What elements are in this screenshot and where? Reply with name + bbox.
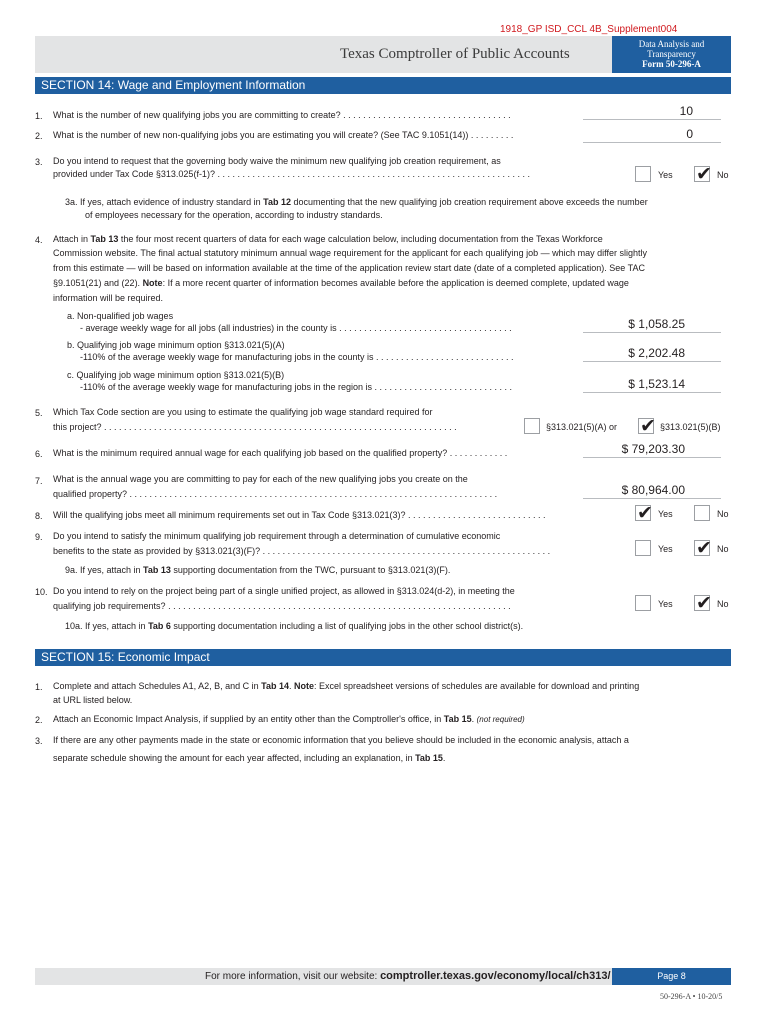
q4b-text: -110% of the average weekly wage for manufacturing jobs in the county is . . . . . . . . . . . . . . . . . . . . . . . . . . . . — [80, 352, 514, 362]
q7-text-line1: What is the annual wage you are committing to pay for each of the new qualifying jobs you create on the — [53, 474, 468, 484]
section-15-title: SECTION 15: Economic Impact — [41, 650, 210, 664]
s15-item2-number: 2. — [35, 715, 43, 725]
q9-number: 9. — [35, 532, 43, 542]
q6-answer-field[interactable]: $ 79,203.30 — [583, 441, 721, 458]
s15-item2-text: Attach an Economic Impact Analysis, if supplied by an entity other than the Comptroller's office, in Tab 15. (not required) — [53, 714, 525, 724]
q8-no-label: No — [717, 509, 729, 519]
q8-no-checkbox[interactable] — [694, 505, 710, 521]
q4-text-line3: from this estimate — will be based on information available at the time of the application review start date (date of a completed application). See TAC — [53, 263, 645, 273]
q3-text-line1: Do you intend to request that the governing body waive the minimum new qualifying job creation requirement, as — [53, 156, 501, 166]
checkmark-icon: ✔ — [696, 164, 712, 185]
q5-option-a-label: §313.021(5)(A) or — [546, 422, 618, 432]
q10-yes-checkbox[interactable] — [635, 595, 651, 611]
header-title: Texas Comptroller of Public Accounts — [340, 46, 570, 62]
q4a-label: a. Non-qualified job wages — [67, 311, 174, 321]
q2-number: 2. — [35, 131, 43, 141]
q9-no-checkbox[interactable] — [694, 538, 712, 559]
q4-text-line5: information will be required. — [53, 293, 164, 303]
q9-yes-label: Yes — [658, 544, 673, 554]
checkmark-icon: ✔ — [640, 416, 656, 437]
q1-number: 1. — [35, 111, 43, 121]
checkmark-icon: ✔ — [696, 593, 712, 614]
q4c-answer-field[interactable]: $ 1,523.14 — [583, 376, 721, 393]
q10a-text: 10a. If yes, attach in Tab 6 supporting documentation including a list of qualifying jobs in the other school district(s). — [65, 621, 524, 631]
q1-text: What is the number of new qualifying jobs you are committing to create? . . . . . . . . . . . . . . . . . . . . . . . . . . . . . . . . . . — [53, 110, 511, 120]
q9a-text: 9a. If yes, attach in Tab 13 supporting documentation from the TWC, pursuant to §313.021(3)(F). — [65, 565, 451, 575]
q5-number: 5. — [35, 408, 43, 418]
q2-text: What is the number of new non-qualifying jobs you are estimating you will create? (See TAC 9.1051(14)) . . . . . . . . . — [53, 130, 514, 140]
q5-text-line2: this project? . . . . . . . . . . . . . . . . . . . . . . . . . . . . . . . . . . . . . . . . . . . . . . . . . . . . . . . . . . . . . . . . . . . . . . . — [53, 422, 457, 432]
s15-item1-number: 1. — [35, 682, 43, 692]
q4-text-line1: Attach in Tab 13 the four most recent quarters of data for each wage calculation below, including documentation from the Texas Workforce — [53, 234, 603, 244]
q3-no-checkbox[interactable] — [694, 164, 712, 185]
s15-item1-line2: at URL listed below. — [53, 695, 133, 705]
q10-no-label: No — [717, 599, 729, 609]
q9-yes-checkbox[interactable] — [635, 540, 651, 556]
q4b-answer-field[interactable]: $ 2,202.48 — [583, 345, 721, 362]
section-14-header — [35, 77, 731, 94]
q5-text-line1: Which Tax Code section are you using to estimate the qualifying job wage standard required for — [53, 407, 433, 417]
q7-answer-field[interactable]: $ 80,964.00 — [583, 482, 721, 499]
footer-url-link[interactable]: comptroller.texas.gov/economy/local/ch313/ — [380, 970, 611, 982]
s15-item1-line1: Complete and attach Schedules A1, A2, B, and C in Tab 14. Note: Excel spreadsheet versions of schedules are available for download and printing — [53, 681, 640, 691]
checkmark-icon: ✔ — [696, 538, 712, 559]
q3-yes-checkbox[interactable] — [635, 166, 651, 182]
q3-yes-label: Yes — [658, 170, 673, 180]
q4b-label: b. Qualifying job wage minimum option §313.021(5)(A) — [67, 340, 285, 350]
s15-item3-line2: separate schedule showing the amount for each year affected, including an explanation, in Tab 15. — [53, 753, 446, 763]
q8-yes-label: Yes — [658, 509, 673, 519]
q9-text-line2: benefits to the state as provided by §313.021(3)(F)? . . . . . . . . . . . . . . . . . . . . . . . . . . . . . . . . . . . . . . . . . . . . . . . . . . . . . . . . . . — [53, 546, 551, 556]
footer-info: For more information, visit our website: comptroller.texas.gov/economy/local/ch313/ — [205, 970, 611, 982]
page-number: Page 8 — [612, 968, 731, 985]
checkmark-icon: ✔ — [637, 503, 653, 524]
q10-yes-label: Yes — [658, 599, 673, 609]
q6-number: 6. — [35, 449, 43, 459]
q10-number: 10. — [35, 587, 48, 597]
q2-answer-field[interactable]: 0 — [583, 126, 721, 143]
q8-text: Will the qualifying jobs meet all minimum requirements set out in Tax Code §313.021(3)? . . . . . . . . . . . . . . . . . . . . . . . . . . . . — [53, 510, 546, 520]
header-form-box — [612, 36, 731, 73]
q5-option-b-checkbox[interactable] — [638, 416, 656, 437]
document-stamp-line1: 1918_GP ISD_CCL 4B_Supplement004 — [500, 24, 678, 35]
section-15-header — [35, 649, 731, 666]
header-box-line1: Data Analysis and — [638, 39, 705, 49]
q7-text-line2: qualified property? . . . . . . . . . . . . . . . . . . . . . . . . . . . . . . . . . . . . . . . . . . . . . . . . . . . . . . . . . . . . . . . . . . . . . . . . . . — [53, 489, 498, 499]
q3a-text-line1: 3a. If yes, attach evidence of industry standard in Tab 12 documenting that the new qualifying job creation requirement above exceeds the number — [65, 197, 648, 207]
q8-number: 8. — [35, 511, 43, 521]
q3-text-line2: provided under Tax Code §313.025(f-1)? . . . . . . . . . . . . . . . . . . . . . . . . . . . . . . . . . . . . . . . . . . . . . . . . . . . . . . . . . . . . . . . — [53, 169, 531, 179]
q3-number: 3. — [35, 157, 43, 167]
q5-option-b-label: §313.021(5)(B) — [660, 422, 721, 432]
q9-text-line1: Do you intend to satisfy the minimum qualifying job requirement through a determination of cumulative economic — [53, 531, 501, 541]
form-number: 50-296-A • 10-20/5 — [660, 992, 723, 1001]
q9-no-label: No — [717, 544, 729, 554]
q3-no-label: No — [717, 170, 729, 180]
q4a-answer-field[interactable]: $ 1,058.25 — [583, 316, 721, 333]
section-14-title: SECTION 14: Wage and Employment Information — [41, 78, 306, 92]
q4-number: 4. — [35, 235, 43, 245]
s15-item3-line1: If there are any other payments made in the state or economic information that you believe should be included in the economic analysis, attach a — [53, 735, 629, 745]
q8-yes-checkbox[interactable] — [635, 503, 653, 524]
q10-text-line1: Do you intend to rely on the project being part of a single unified project, as allowed in §313.024(d-2), in meeting the — [53, 586, 515, 596]
q10-no-checkbox[interactable] — [694, 593, 712, 614]
q4c-label: c. Qualifying job wage minimum option §313.021(5)(B) — [67, 370, 285, 380]
q1-answer-field[interactable]: 10 — [583, 103, 721, 120]
q4-text-line4: §9.1051(21) and (22). Note: If a more recent quarter of information becomes available before the application is deemed complete, updated wage — [53, 278, 629, 288]
q6-text: What is the minimum required annual wage for each qualifying job based on the qualified property? . . . . . . . . . . . . — [53, 448, 508, 458]
q4c-text: -110% of the average weekly wage for manufacturing jobs in the region is . . . . . . . . . . . . . . . . . . . . . . . . . . . . — [80, 382, 513, 392]
q4-text-line2: Commission website. The final actual statutory minimum annual wage requirement for the applicant for each qualifying job — which may differ slightly — [53, 248, 647, 258]
q10-text-line2: qualifying job requirements? . . . . . . . . . . . . . . . . . . . . . . . . . . . . . . . . . . . . . . . . . . . . . . . . . . . . . . . . . . . . . . . . . . . . . — [53, 601, 511, 611]
q5-option-a-checkbox[interactable] — [524, 418, 540, 434]
q4a-text: - average weekly wage for all jobs (all industries) in the county is . . . . . . . . . . . . . . . . . . . . . . . . . . . . . . . . . . . — [80, 323, 512, 333]
q3a-text-line2: of employees necessary for the operation, according to industry standards. — [85, 210, 383, 220]
header-form-number: Form 50-296-A — [642, 59, 701, 69]
s15-item3-number: 3. — [35, 736, 43, 746]
header-box-line2: Transparency — [647, 49, 696, 59]
q7-number: 7. — [35, 476, 43, 486]
